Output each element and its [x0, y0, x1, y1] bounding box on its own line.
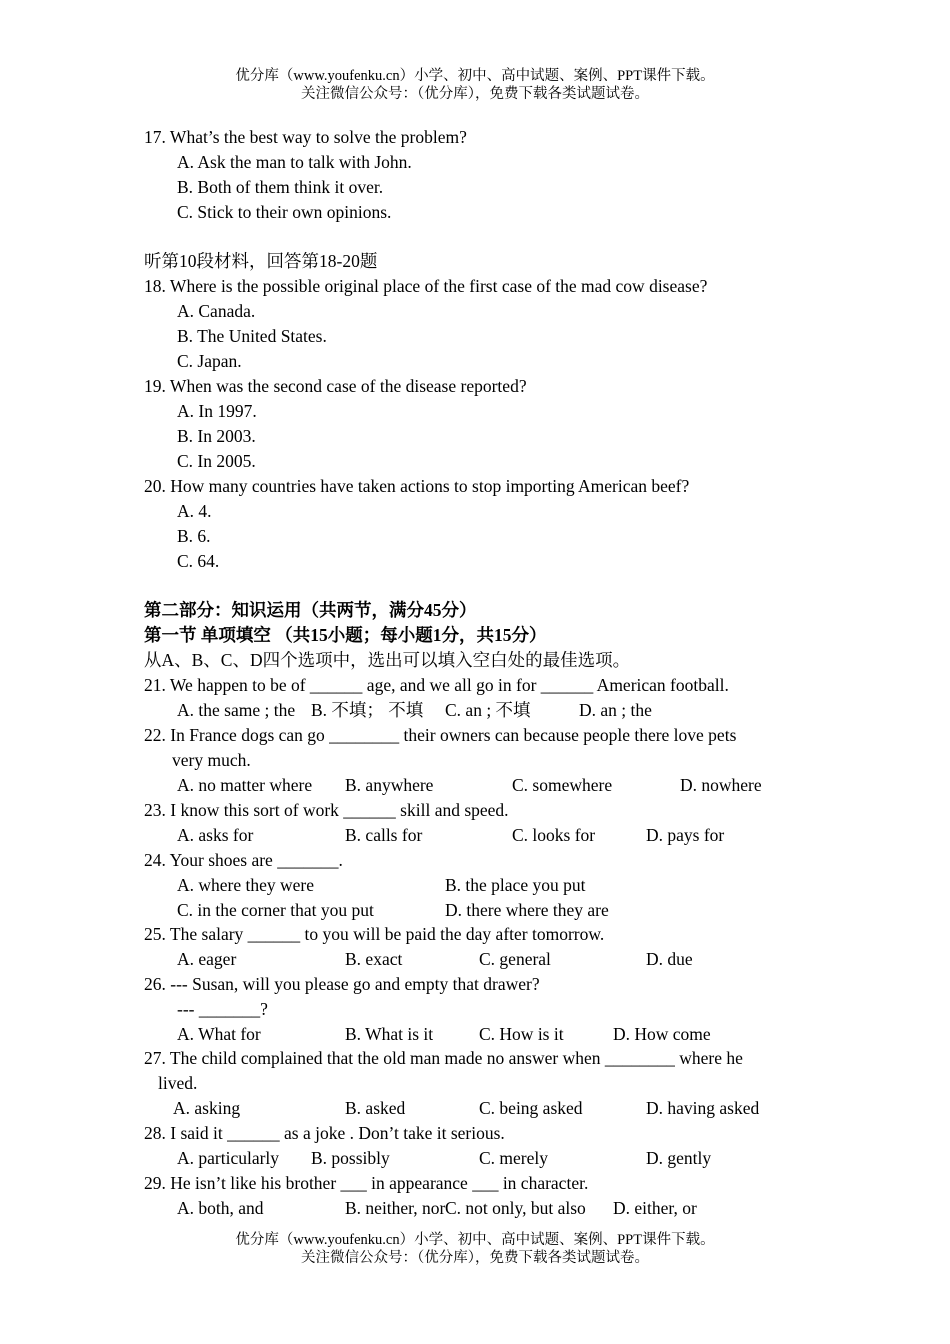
- q24-option-d: D. there where they are: [445, 900, 609, 920]
- q29-option-c: C. not only, but also: [445, 1198, 586, 1218]
- footer-line-2: 关注微信公众号：（优分库），免费下载各类试题试卷。: [301, 1250, 649, 1266]
- q20-option-a: A. 4.: [177, 501, 212, 521]
- q28-stem: 28. I said it ______ as a joke . Don’t take it serious.: [144, 1123, 505, 1143]
- section1-instructions: 从A、B、C、D四个选项中，选出可以填入空白处的最佳选项。: [144, 650, 631, 670]
- q21-option-c: C. an ; 不填: [445, 700, 531, 720]
- q26-stem-reply: --- _______?: [177, 999, 268, 1019]
- q28-options: [0, 1148, 950, 1168]
- q19-stem: 19. When was the second case of the disease reported?: [144, 376, 527, 396]
- q21-options: [0, 700, 950, 720]
- q22-stem-continued: very much.: [172, 750, 251, 770]
- q22-options: [0, 775, 950, 795]
- q29-options: [0, 1198, 950, 1218]
- q25-option-b: B. exact: [345, 949, 403, 969]
- q25-options: [0, 949, 950, 969]
- q27-stem-continued: lived.: [158, 1073, 198, 1093]
- q22-option-b: B. anywhere: [345, 775, 434, 795]
- q24-option-a: A. where they were: [177, 875, 315, 895]
- q24-options-row2: [0, 900, 950, 920]
- q26-option-d: D. How come: [613, 1024, 711, 1044]
- q19-option-c: C. In 2005.: [177, 451, 256, 471]
- q28-option-b: B. possibly: [311, 1148, 390, 1168]
- q28-option-c: C. merely: [479, 1148, 549, 1168]
- q29-option-a: A. both, and: [177, 1198, 264, 1218]
- q25-option-a: A. eager: [177, 949, 237, 969]
- q24-option-c: C. in the corner that you put: [177, 900, 374, 920]
- footer-line-1: 优分库（www.youfenku.cn）小学、初中、高中试题、案例、PPT课件下载。: [235, 1232, 715, 1248]
- q22-option-a: A. no matter where: [177, 775, 313, 795]
- q20-option-c: C. 64.: [177, 551, 220, 571]
- q22-stem: 22. In France dogs can go ________ their owners can because people there love pets: [144, 725, 737, 745]
- q26-option-b: B. What is it: [345, 1024, 434, 1044]
- header-line-1: 优分库（www.youfenku.cn）小学、初中、高中试题、案例、PPT课件下载。: [235, 68, 715, 84]
- q27-option-b: B. asked: [345, 1098, 406, 1118]
- q21-option-d: D. an ; the: [579, 700, 652, 720]
- q18-stem: 18. Where is the possible original place of the first case of the mad cow disease?: [144, 276, 708, 296]
- q29-stem: 29. He isn’t like his brother ___ in appearance ___ in character.: [144, 1173, 589, 1193]
- q26-stem: 26. --- Susan, will you please go and empty that drawer?: [144, 974, 540, 994]
- section1-title: 第一节 单项填空 （共15小题；每小题1分，共15分）: [144, 625, 547, 645]
- q27-option-d: D. having asked: [646, 1098, 760, 1118]
- q17-stem: 17. What’s the best way to solve the problem?: [144, 127, 467, 147]
- q27-stem: 27. The child complained that the old man made no answer when ________ where he: [144, 1048, 743, 1068]
- q27-option-c: C. being asked: [479, 1098, 583, 1118]
- q17-option-b: B. Both of them think it over.: [177, 177, 384, 197]
- q22-option-d: D. nowhere: [680, 775, 762, 795]
- q21-option-a: A. the same ; the: [177, 700, 296, 720]
- q23-option-b: B. calls for: [345, 825, 423, 845]
- q26-option-c: C. How is it: [479, 1024, 564, 1044]
- q23-option-d: D. pays for: [646, 825, 725, 845]
- q22-option-c: C. somewhere: [512, 775, 613, 795]
- q24-option-b: B. the place you put: [445, 875, 586, 895]
- q17-option-a: A. Ask the man to talk with John.: [177, 152, 412, 172]
- q26-option-a: A. What for: [177, 1024, 261, 1044]
- q21-stem: 21. We happen to be of ______ age, and we all go in for ______ American football.: [144, 675, 729, 695]
- passage10-intro: 听第10段材料，回答第18-20题: [144, 251, 378, 271]
- q18-option-b: B. The United States.: [177, 326, 327, 346]
- q21-option-b: B. 不填； 不填: [311, 700, 424, 720]
- q24-options-row1: [0, 875, 950, 895]
- q29-option-b: B. neither, nor: [345, 1198, 446, 1218]
- q23-option-c: C. looks for: [512, 825, 596, 845]
- q19-option-a: A. In 1997.: [177, 401, 257, 421]
- q24-stem: 24. Your shoes are _______.: [144, 850, 343, 870]
- q20-stem: 20. How many countries have taken actions to stop importing American beef?: [144, 476, 690, 496]
- q28-option-a: A. particularly: [177, 1148, 280, 1168]
- q23-options: [0, 825, 950, 845]
- page-footer: [0, 1231, 950, 1267]
- q23-option-a: A. asks for: [177, 825, 254, 845]
- q25-option-c: C. general: [479, 949, 551, 969]
- page-header: [0, 67, 950, 103]
- q23-stem: 23. I know this sort of work ______ skill and speed.: [144, 800, 509, 820]
- header-line-2: 关注微信公众号：（优分库），免费下载各类试题试卷。: [301, 86, 649, 102]
- q26-options: [0, 1024, 950, 1044]
- q27-options: [0, 1098, 950, 1118]
- q25-option-d: D. due: [646, 949, 693, 969]
- q28-option-d: D. gently: [646, 1148, 712, 1168]
- part2-title: 第二部分：知识运用（共两节，满分45分）: [144, 600, 477, 620]
- q27-option-a: A. asking: [173, 1098, 241, 1118]
- q19-option-b: B. In 2003.: [177, 426, 256, 446]
- q18-option-c: C. Japan.: [177, 351, 242, 371]
- q29-option-d: D. either, or: [613, 1198, 697, 1218]
- q25-stem: 25. The salary ______ to you will be paid the day after tomorrow.: [144, 924, 605, 944]
- q17-option-c: C. Stick to their own opinions.: [177, 202, 392, 222]
- q18-option-a: A. Canada.: [177, 301, 256, 321]
- q20-option-b: B. 6.: [177, 526, 211, 546]
